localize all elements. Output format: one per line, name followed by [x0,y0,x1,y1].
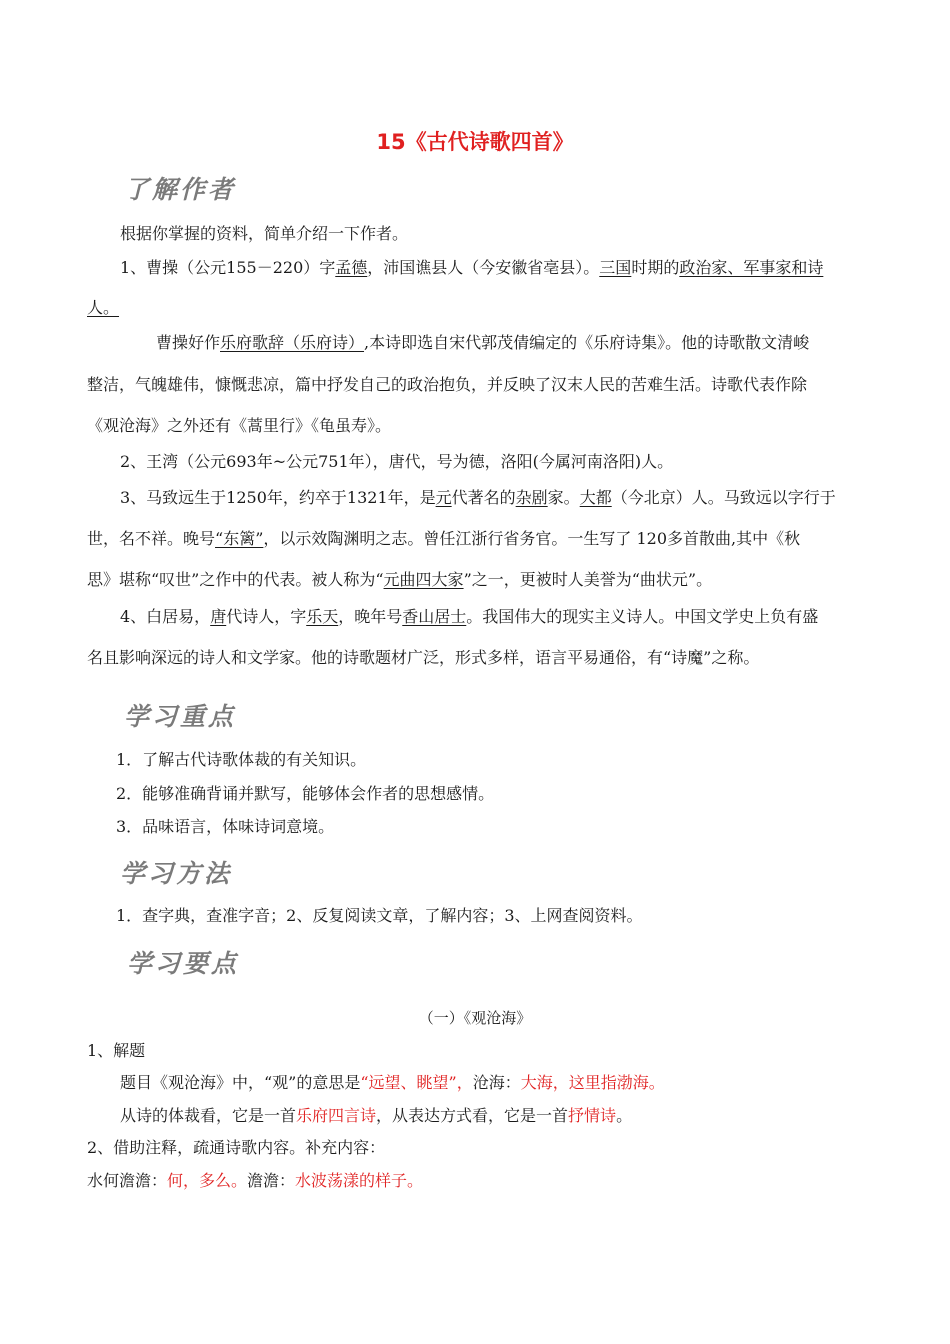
underlined-text: 元曲四大家 [383,570,464,589]
bai-line-1 [120,607,818,627]
ma-line-3 [87,570,712,590]
underlined-text: 人。 [87,298,120,317]
text: 思》堪称“叹世”之作中的代表。被人称为“ [87,570,384,589]
underlined-text: 大都 [579,488,612,507]
text: （今北京）人。马致远以字行于 [611,488,836,507]
cao-line-1 [120,258,823,278]
text: 代著名的 [451,488,516,507]
text: 水何澹澹： [87,1171,168,1190]
ma-line-1 [120,488,836,508]
method-text: 1．查字典，查准字音；2、反复阅读文章，了解内容；3、上网查阅资料。 [116,906,643,925]
cao-para2-line-3: 《观沧海》之外还有《蒿里行》《龟虽寿》。 [87,416,392,435]
cao-line-2 [87,298,129,318]
text: 时期的 [631,258,680,277]
section-heading-points: 学习要点 [127,949,240,978]
poem-title: （一）《观沧海》 [418,1009,532,1027]
section-heading-focus: 学习重点 [124,702,237,731]
text: 沧海： [472,1073,521,1092]
underlined-text: 乐天 [306,607,339,626]
text: ”之一，更被时人美誉为“曲状元”。 [463,570,713,589]
section-heading-author: 了解作者 [124,175,237,204]
text: 1、曹操（公元155－220）字 [120,258,336,277]
cao-para2-line-1 [156,333,809,353]
underlined-text: 香山居士 [402,607,467,626]
underlined-text: 元 [435,488,452,507]
answer-text: 大海，这里指渤海。 [520,1073,665,1092]
text: 澹澹： [247,1171,296,1190]
text: ，以示效陶渊明之志。曾任江浙行省务官。一生写了 120多首散曲,其中《秋 [263,529,801,548]
text: 世，名不祥。晚号 [87,529,216,548]
underlined-text: “东篱” [215,529,264,548]
text: 曹操好作 [156,333,221,352]
answer-text: 何，多么。 [167,1171,248,1190]
focus-item-1: 1．了解古代诗歌体裁的有关知识。 [116,750,367,769]
underlined-text: 乐府歌辞（乐府诗） [220,333,365,352]
underlined-text: 孟德 [335,258,368,277]
answer-text: 水波荡漾的样子。 [295,1171,424,1190]
text: ，晚年号 [338,607,403,626]
answer-text: 乐府四言诗 [296,1106,377,1125]
text: 代诗人，字 [226,607,307,626]
bai-line-2: 名且影响深远的诗人和文学家。他的诗歌题材广泛，形式多样，语言平易通俗，有“诗魔”之称。 [87,648,760,667]
text: 从诗的体裁看，它是一首 [120,1106,297,1125]
focus-item-2: 2．能够准确背诵并默写，能够体会作者的思想感情。 [116,784,495,803]
jieti-line-1 [120,1073,665,1093]
text: 家。 [547,488,580,507]
cao-para2-line-2: 整洁，气魄雄伟，慷慨悲凉，篇中抒发自己的政治抱负，并反映了汉末人民的苦难生活。诗歌代表作除 [87,375,808,394]
answer-text: “远望、眺望”， [360,1073,473,1092]
section-heading-method: 学习方法 [120,859,233,888]
jieti-heading: 1、解题 [87,1041,146,1060]
text: ，从表达方式看，它是一首 [376,1106,569,1125]
document-title: 15《古代诗歌四首》 [376,130,574,154]
text: ,本诗即选自宋代郭茂倩编定的《乐府诗集》。他的诗歌散文清峻 [364,333,810,352]
text: 。我国伟大的现实主义诗人。中国文学史上负有盛 [466,607,819,626]
ma-line-2 [87,529,800,549]
jieti-line-2 [120,1106,632,1126]
notes-heading: 2、借助注释，疏通诗歌内容。补充内容： [87,1138,386,1157]
underlined-text: 三国 [599,258,632,277]
answer-text: 抒情诗 [568,1106,617,1125]
underlined-text: 杂剧 [515,488,548,507]
text: ，沛国谯县人（今安徽省亳县）。 [367,258,600,277]
intro-text: 根据你掌握的资料，简单介绍一下作者。 [120,224,409,243]
underlined-text: 政治家、军事家和诗 [679,258,824,277]
wang-line: 2、王湾（公元693年~公元751年），唐代，号为德，洛阳(今属河南洛阳)人。 [120,452,674,471]
text: 4、白居易， [120,607,211,626]
text: 题目《观沧海》中，“观”的意思是 [120,1073,361,1092]
notes-line-1 [87,1171,423,1191]
text: 3、马致远生于1250年，约卒于1321年，是 [120,488,436,507]
text: 。 [616,1106,633,1125]
focus-item-3: 3．品味语言，体味诗词意境。 [116,817,335,836]
underlined-text: 唐 [210,607,227,626]
